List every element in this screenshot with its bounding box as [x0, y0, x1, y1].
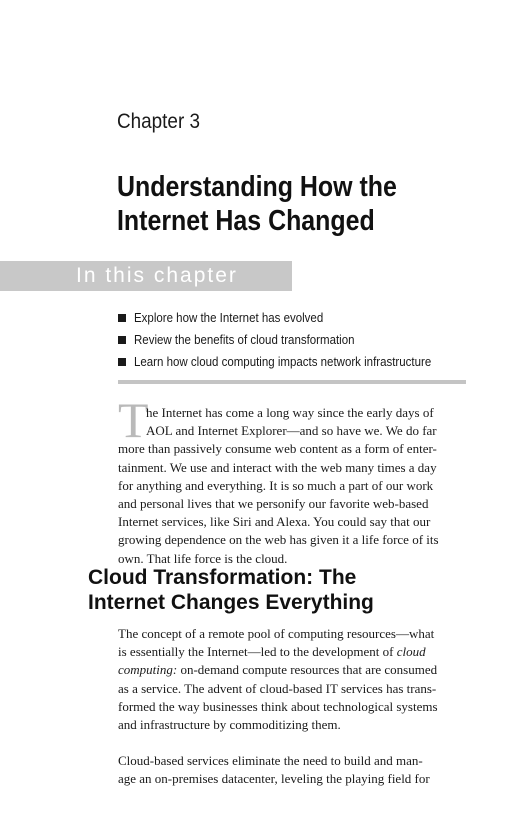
chapter-number: Chapter 3 [117, 110, 201, 133]
emphasis-text: cloud [396, 644, 426, 660]
chapter-title-line: Internet Has Changed [117, 205, 375, 237]
drop-cap: T [118, 392, 149, 448]
text-span: is essentially the Internet—led to the development of [118, 644, 394, 660]
intro-paragraph [118, 404, 473, 568]
text-line: Internet services, like Siri and Alexa. You could say that our [118, 514, 431, 530]
emphasis-text: computing: [118, 662, 178, 678]
text-line: for anything and everything. It is so much a part of our work [118, 477, 434, 493]
text-line: age an on-premises datacenter, leveling the playing field for [118, 771, 430, 787]
section-heading-line: Internet Changes Everything [88, 590, 374, 614]
list-item-text: Explore how the Internet has evolved [134, 311, 324, 325]
chapter-title [117, 170, 461, 238]
list-item [118, 329, 498, 351]
in-this-chapter-heading: In this chapter [76, 264, 238, 287]
text-span: on-demand compute resources that are consumed [177, 662, 438, 678]
text-line [118, 661, 473, 679]
section-heading [88, 566, 508, 615]
section-divider [118, 380, 466, 384]
text-line: and infrastructure by commoditizing them. [118, 717, 341, 733]
text-line: formed the way businesses think about technological systems [118, 698, 438, 714]
list-item-text: Review the benefits of cloud transformation [134, 333, 355, 347]
body-paragraph [118, 752, 473, 788]
text-line: tainment. We use and interact with the web many times a day [118, 459, 437, 475]
square-bullet-icon [118, 314, 126, 322]
text-line: AOL and Internet Explorer—and so have we. We do far [146, 423, 437, 439]
text-line: growing dependence on the web has given it a life force of its [118, 532, 439, 548]
chapter-objectives-list [118, 307, 498, 373]
list-item [118, 351, 498, 373]
text-line: he Internet has come a long way since the early days of [146, 405, 434, 420]
list-item-text: Learn how cloud computing impacts network infrastructure [134, 355, 432, 369]
text-line: as a service. The advent of cloud-based IT services has trans- [118, 680, 437, 696]
square-bullet-icon [118, 336, 126, 344]
text-line: and personal lives that we personify our favorite web-based [118, 496, 429, 512]
text-line: Cloud-based services eliminate the need to build and man- [118, 753, 423, 768]
text-line: own. That life force is the cloud. [118, 550, 288, 566]
square-bullet-icon [118, 358, 126, 366]
list-item [118, 307, 498, 329]
section-heading-line: Cloud Transformation: The [88, 566, 357, 589]
chapter-title-line: Understanding How the [117, 171, 397, 203]
text-line: The concept of a remote pool of computing resources—what [118, 626, 435, 641]
text-line: more than passively consume web content as a form of enter- [118, 441, 437, 457]
text-line [118, 643, 473, 661]
body-paragraph [118, 625, 473, 734]
